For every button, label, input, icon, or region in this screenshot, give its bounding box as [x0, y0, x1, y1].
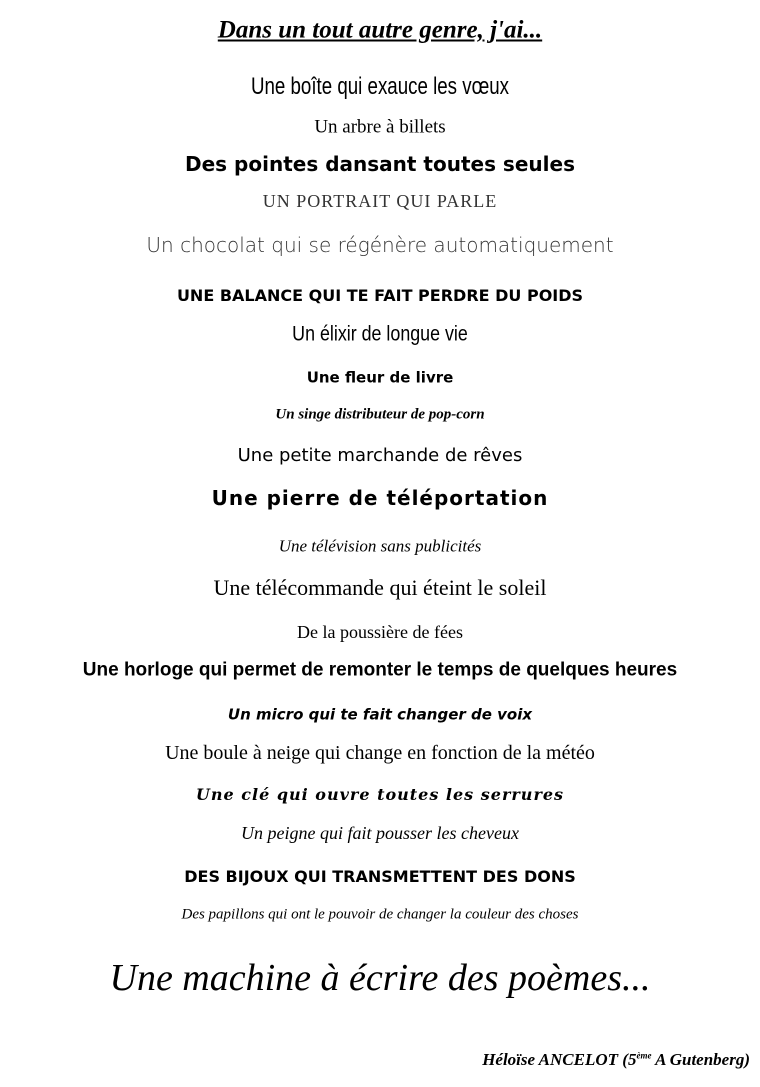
author-class: (5ème A Gutenberg)	[622, 1050, 750, 1069]
author-name: Héloïse ANCELOT	[482, 1050, 619, 1069]
wish-line: Une télévision sans publicités	[278, 536, 482, 556]
wish-line: Un peigne qui fait pousser les cheveux	[241, 823, 519, 843]
wish-line: UN PORTRAIT QUI PARLE	[262, 191, 498, 211]
wish-line: Des pointes dansant toutes seules	[185, 152, 575, 176]
wish-line: UNE BALANCE QUI TE FAIT PERDRE DU POIDS	[176, 286, 584, 305]
final-wish-line: Une machine à écrire des poèmes...	[109, 957, 651, 999]
wish-line: Une boîte qui exauce les vœux	[250, 73, 510, 100]
wish-line: Une télécommande qui éteint le soleil	[213, 575, 547, 600]
wish-line: Une horloge qui permet de remonter le temps de quelques heures	[82, 659, 678, 681]
wish-line: DES BIJOUX QUI TRANSMETTENT DES DONS	[184, 867, 576, 886]
wish-line: Une fleur de livre	[306, 368, 454, 387]
wish-line: Un chocolat qui se régénère automatiquement	[146, 233, 614, 257]
author-signature	[482, 1050, 750, 1070]
wish-line: Un élixir de longue vie	[292, 322, 468, 346]
wish-line: Un arbre à billets	[314, 116, 446, 138]
wish-line: Un micro qui te fait changer de voix	[227, 705, 533, 724]
wish-line: Une pierre de téléportation	[211, 486, 549, 510]
wish-line: Un singe distributeur de pop-corn	[275, 406, 485, 423]
wish-line: Une clé qui ouvre toutes les serrures	[195, 785, 565, 804]
wish-line: De la poussière de fées	[297, 622, 463, 642]
wish-line: Une boule à neige qui change en fonction de la météo	[165, 742, 595, 764]
wish-line: Des papillons qui ont le pouvoir de changer la couleur des choses	[181, 906, 579, 923]
page-title: Dans un tout autre genre, j'ai...	[217, 16, 543, 44]
wish-line: Une petite marchande de rêves	[237, 445, 523, 466]
